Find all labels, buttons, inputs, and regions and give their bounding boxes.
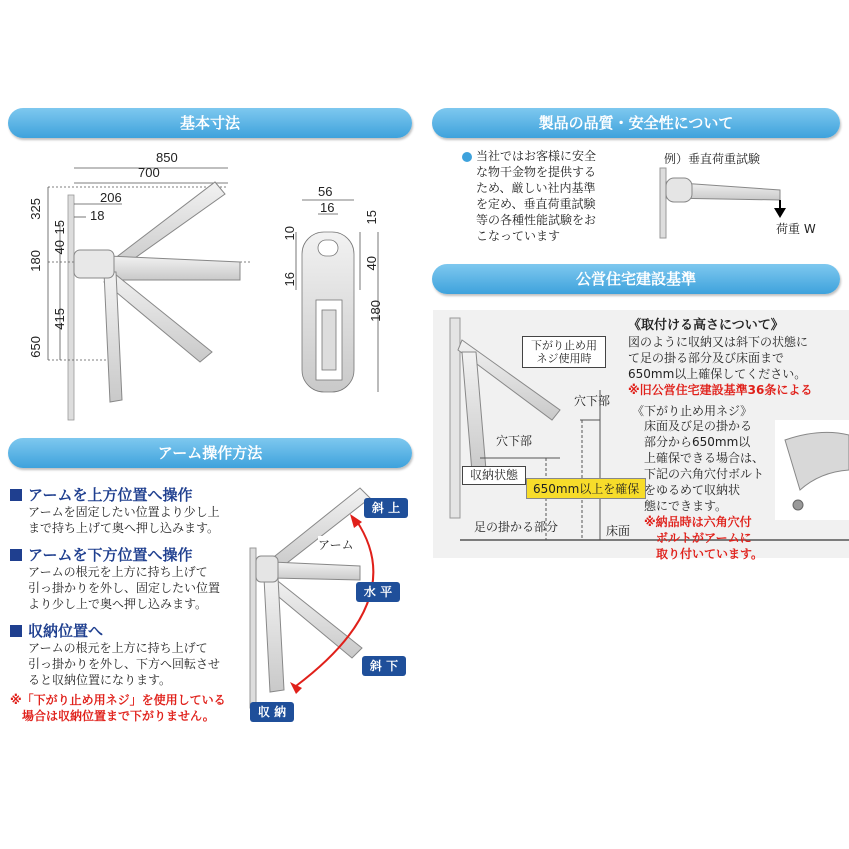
screw-red-note: ※納品時は六角穴付 ボルトがアームに 取り付いています。	[644, 515, 764, 561]
dimension-drawing-left	[48, 168, 250, 420]
screw-title: 《下がり止め用ネジ》	[632, 404, 753, 418]
load-test-drawing	[660, 168, 786, 238]
label-ana-1: 穴下部	[574, 394, 611, 408]
dim-10: 10	[282, 226, 297, 241]
dim-650: 650	[28, 336, 43, 358]
header-dimensions: 基本寸法	[8, 108, 412, 138]
stopper-screw-box: 下がり止め用 ネジ使用時	[522, 336, 606, 368]
tag-down: 斜 下	[362, 656, 406, 676]
dim-325: 325	[28, 198, 43, 220]
op2-text: アームの根元を上方に持ち上げて 引っ掛かりを外し、固定したい位置 より少し上で奥へ押し込みます。	[28, 565, 221, 611]
bracket-drawing	[296, 200, 378, 392]
tag-flat: 水 平	[356, 582, 400, 602]
arm-note: ※「下がり止め用ネジ」を使用している 場合は収納位置まで下がりません。	[10, 693, 226, 723]
arm-operation-drawing	[250, 488, 373, 708]
dim-850: 850	[156, 150, 178, 165]
storage-state-box: 収納状態	[462, 466, 526, 485]
dim-16-top: 16	[320, 200, 335, 215]
dim-18: 18	[90, 208, 105, 223]
dim-415: 415	[52, 308, 67, 330]
dim-40: 40	[52, 240, 67, 255]
dim-15-mid: 15	[364, 210, 379, 225]
quality-text: 当社ではお客様に安全 な物干金物を提供する ため、厳しい社内基準 を定め、垂直荷重試験 等の各種性能試験をお こなっています	[476, 149, 597, 243]
op1-title: アームを上方位置へ操作	[10, 484, 193, 505]
tag-up: 斜 上	[364, 498, 408, 518]
op3-title: 収納位置へ	[10, 620, 103, 641]
dim-206: 206	[100, 190, 122, 205]
dim-180: 180	[28, 250, 43, 272]
dim-180-mid: 180	[368, 300, 383, 322]
label-floor: 床面	[606, 524, 631, 538]
load-test-label: 例）垂直荷重試験	[664, 152, 761, 166]
header-public-housing: 公営住宅建設基準	[432, 264, 840, 294]
op3-text: アームの根元を上方に持ち上げて 引っ掛かりを外し、下方へ回転させ ると収納位置になります。	[28, 641, 221, 687]
height-red-note: ※旧公営住宅建設基準36条による	[628, 383, 813, 397]
dim-56: 56	[318, 184, 333, 199]
dim-40-mid: 40	[364, 256, 379, 271]
height-title: 《取付ける高さについて》	[628, 318, 784, 333]
label-ana-2: 穴下部	[496, 434, 533, 448]
load-w-label: 荷重 W	[776, 222, 816, 236]
screw-text: 床面及び足の掛かる 部分から650mm以 上確保できる場合は、 下記の六角穴付ボルト をゆるめて収納状 態にできます。	[644, 419, 765, 513]
height-badge: 650mm以上を確保	[526, 478, 646, 499]
header-quality: 製品の品質・安全性について	[432, 108, 840, 138]
dim-16-side: 16	[282, 272, 297, 287]
dim-700: 700	[138, 165, 160, 180]
height-text: 図のように収納又は斜下の状態に て足の掛る部分及び床面まで 650mm以上確保してください。	[628, 335, 809, 381]
bullet-dot	[462, 152, 472, 162]
header-arm-operation: アーム操作方法	[8, 438, 412, 468]
dim-15: 15	[52, 220, 67, 235]
op1-text: アームを固定したい位置より少し上 まで持ち上げて奥へ押し込みます。	[28, 505, 220, 535]
tag-store: 収 納	[250, 702, 294, 722]
op2-title: アームを下方位置へ操作	[10, 544, 193, 565]
label-foot: 足の掛かる部分	[474, 520, 559, 534]
arm-label: アーム	[318, 538, 354, 552]
